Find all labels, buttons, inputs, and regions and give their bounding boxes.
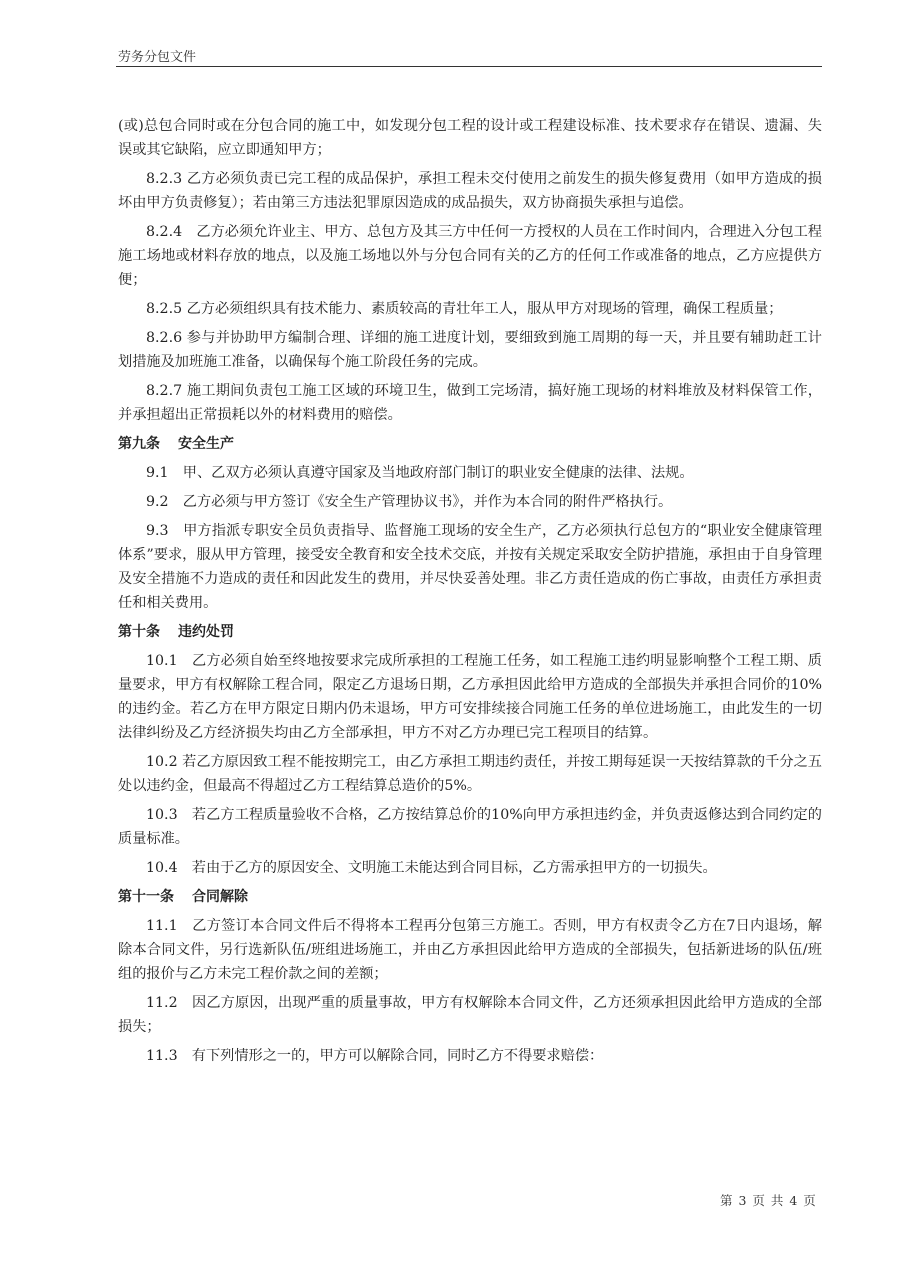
clause-paragraph: 10.1 乙方必须自始至终地按要求完成所承担的工程施工任务，如工程施工违约明显影响整个工程工期、质量要求，甲方有权解除工程合同，限定乙方退场日期，乙方承担因此给甲方造成的全部损失并承担合同价的10%的违约金。若乙方在甲方限定日期内仍未退场，甲方可安排续接合同施工任务的单位进场施工，由此发生的一切法律纠纷及乙方经济损失均由乙方全部承担，甲方不对乙方办理已完工程项目的结算。: [118, 653, 822, 741]
clause-paragraph: 8.2.5 乙方必须组织具有技术能力、素质较高的青壮年工人，服从甲方对现场的管理，确保工程质量；: [146, 301, 783, 317]
section-title: 安全生产: [178, 436, 234, 452]
section-number: 第九条: [118, 436, 160, 452]
clause-paragraph: 9.2 乙方必须与甲方签订《安全生产管理协议书》，并作为本合同的附件严格执行。: [146, 494, 673, 510]
section-heading: [118, 620, 822, 644]
clause-paragraph: 8.2.3 乙方必须负责已完工程的成品保护，承担工程未交付使用之前发生的损失修复费用（如甲方造成的损坏由甲方负责修复）；若由第三方违法犯罪原因造成的成品损失，双方协商损失承担与追偿。: [118, 171, 822, 211]
clause-paragraph: 9.1 甲、乙双方必须认真遵守国家及当地政府部门制订的职业安全健康的法律、法规。: [146, 465, 694, 481]
clause-paragraph: 8.2.7 施工期间负责包工施工区域的环境卫生，做到工完场清，搞好施工现场的材料堆放及材料保管工作，并承担超出正常损耗以外的材料费用的赔偿。: [118, 383, 822, 423]
document-body: [118, 114, 822, 1073]
clause-paragraph: 9.3 甲方指派专职安全员负责指导、监督施工现场的安全生产，乙方必须执行总包方的“职业安全健康管理体系”要求，服从甲方管理，接受安全教育和安全技术交底，并按有关规定采取安全防护措施，承担由于自身管理及安全措施不力造成的责任和因此发生的费用，并尽快妥善处理。非乙方责任造成的伤亡事故，由责任方承担责任和相关费用。: [118, 523, 822, 611]
clause-paragraph: 8.2.4 乙方必须允许业主、甲方、总包方及其三方中任何一方授权的人员在工作时间内，合理进入分包工程施工场地或材料存放的地点，以及施工场地以外与分包合同有关的乙方的任何工作或准备的地点，乙方应提供方便；: [118, 224, 822, 288]
section-title: 违约处罚: [178, 624, 234, 640]
page-header-title: 劳务分包文件: [118, 50, 197, 65]
section-number: 第十一条: [118, 889, 174, 905]
clause-paragraph: 11.2 因乙方原因，出现严重的质量事故，甲方有权解除本合同文件，乙方还须承担因此给甲方造成的全部损失；: [118, 995, 822, 1035]
clause-paragraph: 10.3 若乙方工程质量验收不合格，乙方按结算总价的10%向甲方承担违约金，并负责返修达到合同约定的质量标准。: [118, 807, 822, 847]
section-heading: [118, 432, 822, 456]
section-heading: [118, 885, 822, 909]
page-number: 第 3 页 共 4 页: [720, 1193, 817, 1208]
header-divider: [116, 66, 822, 67]
section-number: 第十条: [118, 624, 160, 640]
clause-paragraph: 8.2.6 参与并协助甲方编制合理、详细的施工进度计划，要细致到施工周期的每一天，并且要有辅助赶工计划措施及加班施工准备，以确保每个施工阶段任务的完成。: [118, 330, 822, 370]
clause-paragraph: 11.3 有下列情形之一的，甲方可以解除合同，同时乙方不得要求赔偿：: [146, 1048, 604, 1064]
clause-paragraph: 11.1 乙方签订本合同文件后不得将本工程再分包第三方施工。否则，甲方有权责令乙方在7日内退场，解除本合同文件，另行选新队伍/班组进场施工，并由乙方承担因此给甲方造成的全部损失，包括新进场的队伍/班组的报价与乙方未完工程价款之间的差额；: [118, 918, 822, 982]
section-title: 合同解除: [192, 889, 248, 905]
clause-paragraph: 10.2 若乙方原因致工程不能按期完工，由乙方承担工期违约责任，并按工期每延误一天按结算款的千分之五处以违约金，但最高不得超过乙方工程结算总造价的5%。: [118, 754, 822, 794]
clause-paragraph: (或)总包合同时或在分包合同的施工中，如发现分包工程的设计或工程建设标准、技术要求存在错误、遗漏、失误或其它缺陷，应立即通知甲方；: [118, 118, 822, 158]
clause-paragraph: 10.4 若由于乙方的原因安全、文明施工未能达到合同目标，乙方需承担甲方的一切损失。: [146, 860, 717, 876]
